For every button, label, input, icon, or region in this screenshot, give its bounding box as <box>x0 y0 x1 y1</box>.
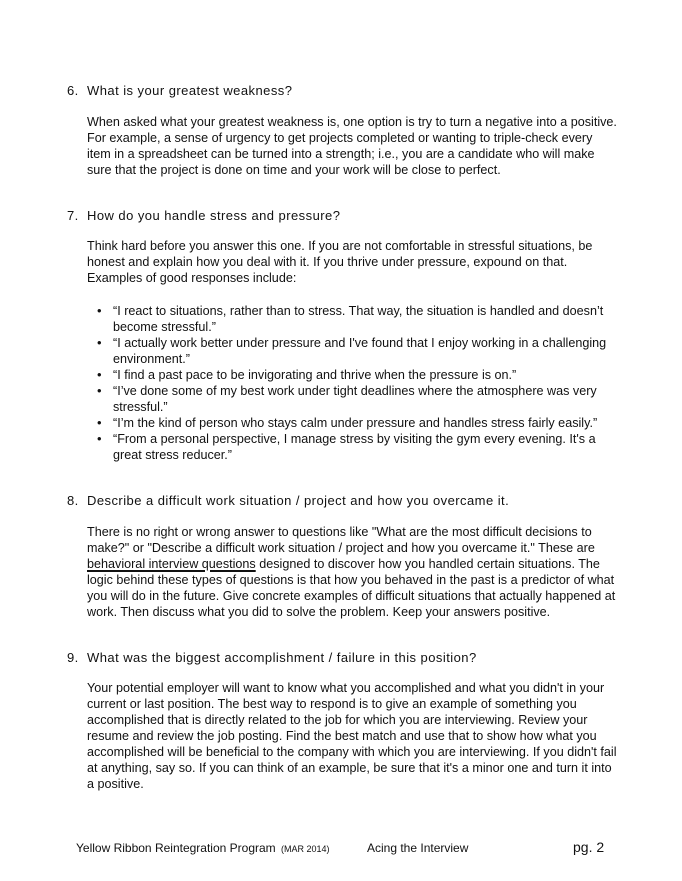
question-7-number: 7. <box>67 208 79 223</box>
list-item: • “I’m the kind of person who stays calm under pressure and handles stress fairly easily.” <box>87 415 617 431</box>
footer-program-name: Yellow Ribbon Reintegration Program <box>76 841 276 855</box>
question-6-answer: When asked what your greatest weakness is, one option is try to turn a negative into a positive. For example, a sense of urgency to get projects completed or wanting to triple-check every item in a spreadsheet can be turned into a strength; i.e., you are a candidate who will make sure that the project is done on time and your work will be close to perfect. <box>87 115 617 177</box>
question-8-text-end: designed to discover how you handled certain situations. The logic behind these types of questions is that how you behaved in the past is a predictor of what you will do in the future. Give concrete examples of difficult situations that actually happened at work. Then discuss what you did to solve the problem. Keep your answers positive. <box>87 557 616 619</box>
question-9-number: 9. <box>67 650 79 665</box>
question-7-answer: Think hard before you answer this one. If you are not comfortable in stressful situations, be honest and explain how you deal with it. If you thrive under pressure, expound on that. Examples of good responses include: <box>87 239 593 285</box>
question-9-answer: Your potential employer will want to know what you accomplished and what you didn't in your current or last position. The best way to respond is to give an example of something you accomplished that is directly related to the job for which you are interviewing. Review your resume and review the job posting. Find the best match and use that to show how what you accomplished will be beneficial to the company with which you are interviewing. If you didn't fail at anything, say so. If you can think of an example, be sure that it's a minor one and turn it into a positive. <box>87 681 617 791</box>
question-8-answer <box>87 524 617 620</box>
list-item: • “I react to situations, rather than to stress. That way, the situation is handled and doesn’t become stressful.” <box>87 303 617 335</box>
footer-document-title: Acing the Interview <box>367 841 469 855</box>
question-8-title: Describe a difficult work situation / project and how you overcame it. <box>87 493 510 508</box>
footer-date: (MAR 2014) <box>281 844 330 854</box>
question-6-number: 6. <box>67 83 79 98</box>
question-6-heading <box>67 83 292 98</box>
list-item: • “I find a past pace to be invigorating and thrive when the pressure is on.” <box>87 367 617 383</box>
question-8-text-start: There is no right or wrong answer to questions like "What are the most difficult decisions to make?" or "Describe a difficult work situation / project and how you overcame it." These are <box>87 525 595 555</box>
stress-response-examples <box>87 303 617 463</box>
question-7-heading <box>67 208 340 223</box>
question-8-number: 8. <box>67 493 79 508</box>
question-6-title: What is your greatest weakness? <box>87 83 293 98</box>
list-item: • “I’ve done some of my best work under tight deadlines where the atmosphere was very stressful.” <box>87 383 617 415</box>
page-number: pg. 2 <box>573 839 605 855</box>
question-8-heading <box>67 493 509 508</box>
question-9-title: What was the biggest accomplishment / failure in this position? <box>87 650 477 665</box>
list-item: • “From a personal perspective, I manage stress by visiting the gym every evening. It's a great stress reducer.” <box>87 431 617 463</box>
list-item: • “I actually work better under pressure and I've found that I enjoy working in a challenging environment.” <box>87 335 617 367</box>
question-9-heading <box>67 650 477 665</box>
footer-program <box>76 841 330 855</box>
question-7-title: How do you handle stress and pressure? <box>87 208 341 223</box>
page-footer <box>0 840 682 860</box>
behavioral-questions-link[interactable]: behavioral interview questions <box>87 557 256 571</box>
